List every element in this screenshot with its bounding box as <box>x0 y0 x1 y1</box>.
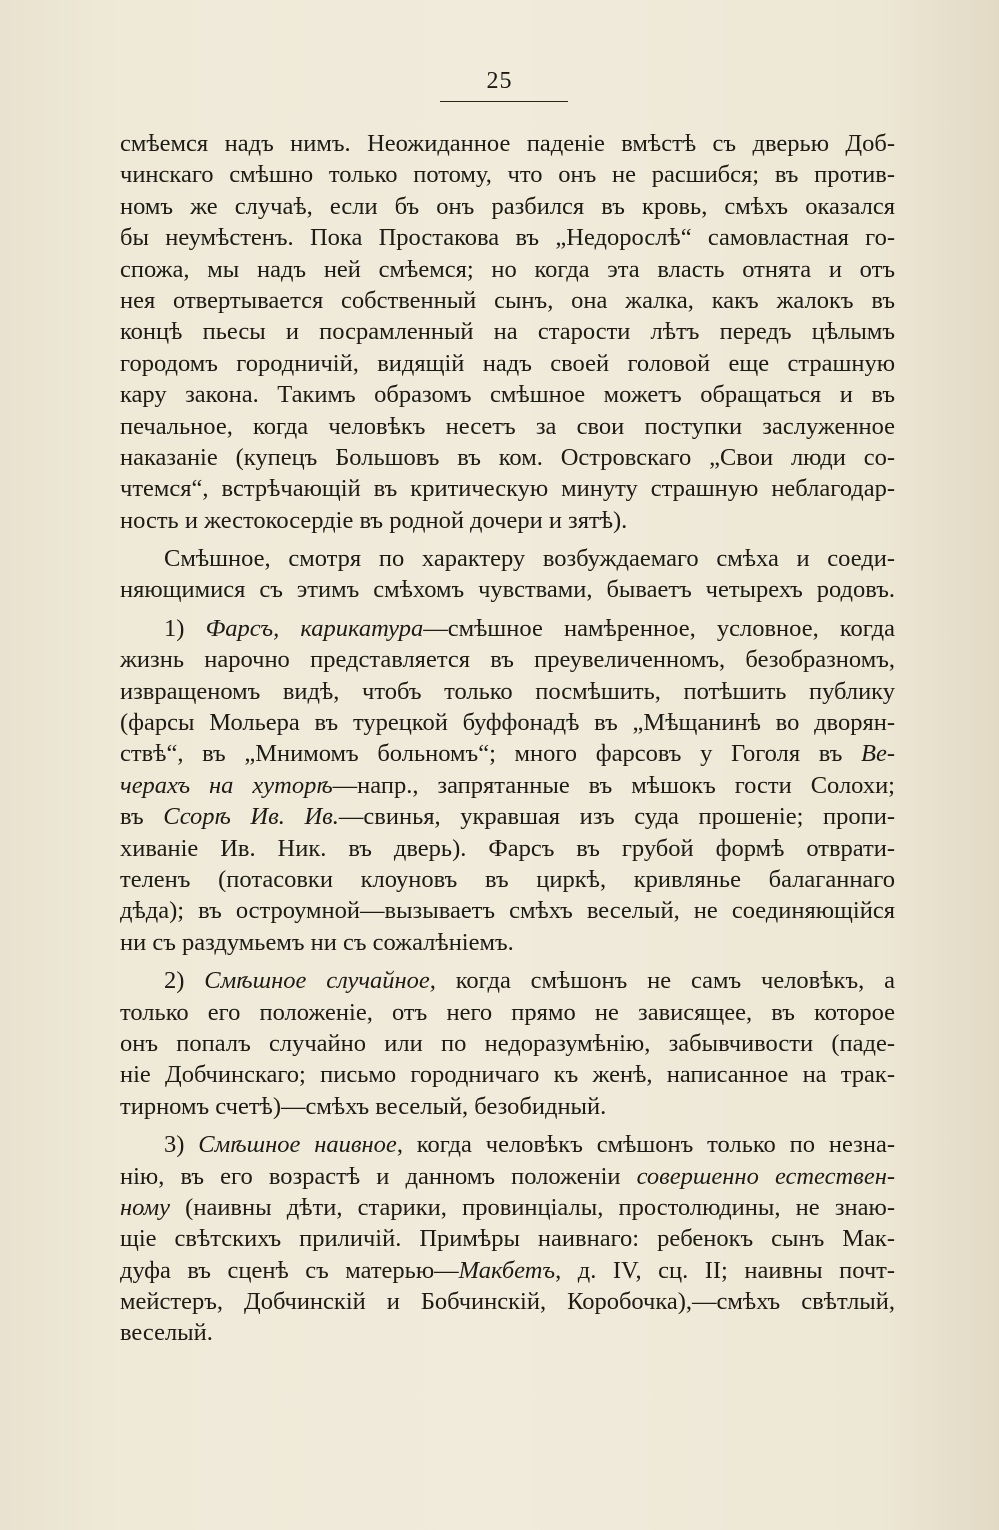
text-line: мейстеръ, Добчинскій и Бобчинскій, Коробочка),—смѣхъ свѣтлый, <box>120 1288 895 1316</box>
italic-title: Макбетъ <box>458 1256 556 1284</box>
text-line: печальное, когда человѣкъ несетъ за свои поступки заслуженное <box>120 412 895 440</box>
text-line: дѣда); въ остроумной—вызываетъ смѣхъ веселый, не соединяющійся <box>120 897 895 925</box>
text-line: чтемся“, встрѣчающій въ критическую минуту страшную неблагодар- <box>120 475 895 503</box>
text-line: извращеномъ видѣ, чтобъ только посмѣшить, потѣшить публику <box>120 677 895 705</box>
italic-term: Смѣшное случайное, <box>204 967 436 995</box>
text-line: теленъ (потасовки клоуновъ въ циркѣ, кривлянье балаганнаго <box>120 865 895 893</box>
text-line: (фарсы Мольера въ турецкой буффонадѣ въ „Мѣщанинѣ во дворян- <box>120 709 895 737</box>
italic-phrase: ному <box>120 1193 170 1221</box>
text-line: 1) Фарсъ, карикатура—смѣшное намѣренное, условное, когда <box>164 614 895 642</box>
italic-phrase: совершенно естествен- <box>636 1162 896 1190</box>
text-line: бы неумѣстенъ. Пока Простакова въ „Недорослѣ“ самовластная го- <box>120 224 895 252</box>
italic-title: черахъ на хуторѣ <box>120 771 333 799</box>
paragraph-1 <box>120 128 895 536</box>
text-line: няющимися съ этимъ смѣхомъ чувствами, бываетъ четырехъ родовъ. <box>120 576 895 604</box>
text-line: ность и жестокосердіе въ родной дочери и зятѣ). <box>120 506 628 534</box>
text-line: тирномъ счетѣ)—смѣхъ веселый, безобидный. <box>120 1092 607 1120</box>
text-line: номъ же случаѣ, если бъ онъ разбился въ кровь, смѣхъ оказался <box>120 192 895 220</box>
text-line: ни съ раздумьемъ ни съ сожалѣніемъ. <box>120 928 514 956</box>
text-line: концѣ пьесы и посрамленный на старости лѣтъ передъ цѣлымъ <box>120 318 895 346</box>
text-line: наказаніе (купецъ Большовъ въ ком. Островскаго „Свои люди со- <box>120 443 895 471</box>
paragraph-4 <box>120 965 895 1122</box>
text-line: только его положеніе, отъ него прямо не зависящее, въ которое <box>120 998 895 1026</box>
italic-term: Фарсъ, карикатура <box>205 614 424 642</box>
text-line: нію, въ его возрастѣ и данномъ положеніи совершенно естествен- <box>120 1162 896 1190</box>
page-number: 25 <box>486 68 513 94</box>
text-line: 3) Смѣшное наивное, когда человѣкъ смѣшонъ только по незна- <box>164 1131 895 1159</box>
paragraph-3 <box>120 613 895 958</box>
text-line: чинскаго смѣшно только потому, что онъ не расшибся; въ против- <box>120 161 895 189</box>
text-line: Смѣшное, смотря по характеру возбуждаемаго смѣха и соеди- <box>164 545 895 573</box>
text-line: смѣемся надъ нимъ. Неожиданное паденіе вмѣстѣ съ дверью Доб- <box>120 130 895 157</box>
text-line: нея отвертывается собственный сынъ, она жалка, какъ жалокъ въ <box>120 286 895 314</box>
text-line: 2) Смѣшное случайное, когда смѣшонъ не самъ человѣкъ, а <box>164 967 895 995</box>
paragraph-5 <box>120 1129 895 1349</box>
paragraph-2 <box>120 543 895 606</box>
text-line: онъ попалъ случайно или по недоразумѣнію, забывчивости (паде- <box>120 1029 895 1057</box>
italic-title: Ве- <box>861 740 895 768</box>
text-line: веселый. <box>120 1319 213 1347</box>
header-rule <box>440 101 568 102</box>
text-line: въ Ссорѣ Ив. Ив.—свинья, укравшая изъ суда прошеніе; пропи- <box>120 803 895 831</box>
text-line: ствѣ“, въ „Мнимомъ больномъ“; много фарсовъ у Гоголя въ Ве- <box>120 740 895 768</box>
text-line: спожа, мы надъ ней смѣемся; но когда эта власть отнята и отъ <box>120 255 895 283</box>
text-line: хиваніе Ив. Ник. въ дверь). Фарсъ въ грубой формѣ отврати- <box>120 834 895 862</box>
text-line: городомъ городничій, видящій надъ своей головой еще страшную <box>120 349 895 377</box>
text-line: дуфа въ сценѣ съ матерью—Макбетъ, д. IV, сц. II; наивны почт- <box>120 1256 896 1284</box>
text-line: ніе Добчинскаго; письмо городничаго къ женѣ, написанное на трак- <box>120 1061 895 1089</box>
text-line: жизнь нарочно представляется въ преувеличенномъ, безобразномъ, <box>120 646 895 674</box>
italic-title: Ссорѣ Ив. Ив. <box>163 803 339 831</box>
body-text <box>120 128 895 1349</box>
text-line: черахъ на хуторѣ—напр., запрятанные въ мѣшокъ гости Солохи; <box>120 771 895 799</box>
text-line: кару закона. Такимъ образомъ смѣшное можетъ обращаться и въ <box>120 381 895 409</box>
italic-term: Смѣшное наивное <box>198 1131 397 1159</box>
text-line: щіе свѣтскихъ приличій. Примѣры наивнаго: ребенокъ сынъ Мак- <box>120 1225 895 1253</box>
text-line: ному (наивны дѣти, старики, провинціалы, простолюдины, не знаю- <box>120 1193 895 1221</box>
